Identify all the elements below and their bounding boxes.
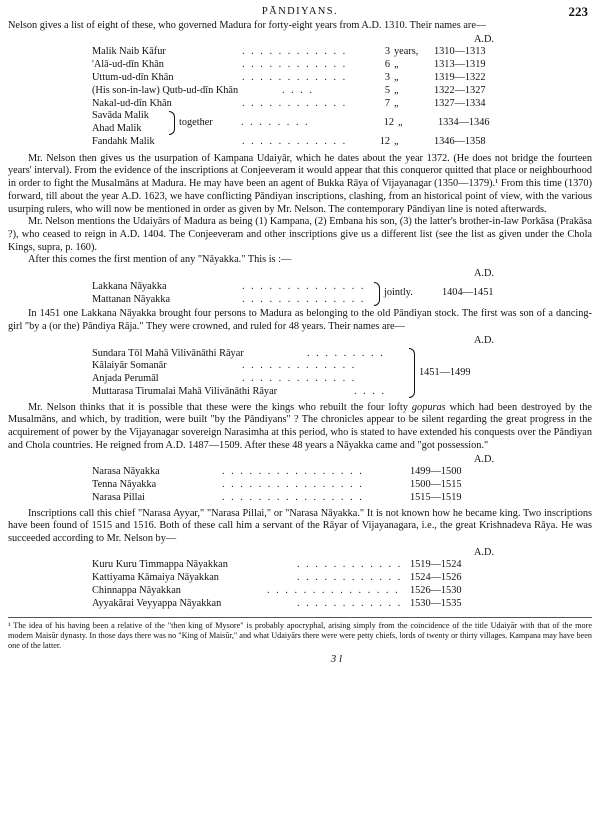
running-head <box>8 4 592 20</box>
list-item: Savāda Malik <box>92 110 149 122</box>
list-item: Tenna Nāyakka . . . . . . . . . . . . . . . . 1500—1515 <box>92 479 462 491</box>
ruler-list-4 <box>92 466 592 504</box>
list-item: Anjada Perumāl . . . . . . . . . . . . . <box>92 373 357 385</box>
brace <box>409 348 415 398</box>
ad-heading-4: A.D. <box>473 453 494 465</box>
list-item: Muttarasa Tirumalai Mahā Vilivānāthi Rāyar . . . . <box>92 385 387 397</box>
list-item: Kattiyama Kāmaiya Nāyakkan . . . . . . . . . . . . 1524—1526 <box>92 572 462 584</box>
ad-heading-1: A.D. <box>473 33 494 45</box>
jointly-label: jointly. <box>384 287 413 299</box>
ad-heading-3: A.D. <box>473 334 494 346</box>
list-item: Nakal-ud-dīn Khān . . . . . . . . . . . . 7 „ 1327—1334 <box>92 97 486 109</box>
page-body <box>8 20 592 665</box>
list-item: 'Alā-ud-dīn Khān . . . . . . . . . . . . 6 „ 1313—1319 <box>92 59 486 71</box>
footnote-rule <box>8 617 592 618</box>
together-label: together <box>179 116 213 128</box>
list-item: Malik Naib Kāfur . . . . . . . . . . . . 3 years, 1310—1313 <box>92 46 486 58</box>
list-item: (His son-in-law) Qutb-ud-dīn Khān . . . . 5 „ 1322—1327 <box>92 84 486 96</box>
page-number: 223 <box>568 4 588 19</box>
list-item: Ahad Malik <box>92 123 142 135</box>
joint-rulers-four-pandiyans: Sundara Tōl Mahā Vilivānāthi Rāyar . . . . . . . . . Kālaiyār Somanār . . . . . . . . . . . . . Anjada Perumāl . . . . . . . . . . . . . Muttarasa Tirumalai Mahā Vilivānāthi Rāyar . . . . 1451—1499 <box>92 347 471 397</box>
footnote: ¹ The idea of his having been a relative of the "then king of Mysore" is probably apocryphal, arising simply from the coincidence of the title Udaiyār with that of the more modern Maisūr dynasty. In those days there was no "King of Maisūr," and what Udaiyārs there were were petty chiefs, lords of twenty or thirty villages. Kampana may have been one of the latter. <box>8 620 592 650</box>
signature-mark: 3 l <box>330 652 342 665</box>
paragraph-kampana: Mr. Nelson then gives us the usurpation of Kampana Udaiyār, which he dates about the year 1372. (He does not bridge the fourteen years' interval). From the evidence of the inscriptions at Conjeeveram it would appear that this conqueror quitted that place or neighbourhood in order to fight the Musalmāns at Madura. He may have been an agent of Bukka Rāya of Vijayanagar (1350—1379).¹ From this time (1370) forward, till about the year A.D. 1623, we have conflicting Pāndiyan inscriptions, clashing, from an historical point of view, with the various usurping rulers, who will now be mentioned in order as given by Mr. Nelson. The contemporary Pāndiyan line is noted afterwards. <box>8 152 592 215</box>
joint-rulers-lakkana-mattanan: Lakkana Nāyakka . . . . . . . . . . . . . . Mattanan Nāyakka . . . . . . . . . . . . . . jointly. 1404—1451 <box>92 280 494 305</box>
joint-rulers-savada-ahad: Savāda Malik Ahad Malik together . . . . . . . . 12 „ 1334—1346 <box>92 110 490 135</box>
paragraph-udaiyars: Mr. Nelson mentions the Udaiyārs of Madura as being (1) Kampana, (2) Embana his son, (3) the latter's brother-in-law Porkāsa (Prakāsa ?), who ceased to reign in A.D. 1404. The Conjeeveram and other inscriptions give us a different list (see the list as given under the Chola Kings, supra, p. 160). <box>8 216 592 253</box>
ad-heading-2: A.D. <box>473 268 494 280</box>
ruler-list-3 <box>92 348 592 399</box>
list-item: Chinnappa Nāyakkan . . . . . . . . . . . . . . . 1526—1530 <box>92 585 462 597</box>
running-title: PĀNDIYANS. <box>261 6 339 17</box>
paragraph-gopuras: Mr. Nelson thinks that it is possible that these were the kings who rebuilt the four lofty gopuras which had been destroyed by the Musalmāns, and which, by tradition, were built "by the Pāndiyans" ? The chronicles appear to be silent regarding the great progress in the acquirement of power by the Vijayanagar sovereign Narasimha at this period, who is stated to have extended his conquests over the Pāndiyan and Chola countries. He reigned from A.D. 1487—1509. After these 48 years a Nāyakka came and "got possession." <box>8 401 592 451</box>
list-item: Sundara Tōl Mahā Vilivānāthi Rāyar . . . . . . . . . <box>92 347 385 359</box>
list-item: Ayyakārai Veyyappa Nāyakkan . . . . . . . . . . . . 1530—1535 <box>92 597 462 609</box>
brace <box>374 282 380 306</box>
list-item: Mattanan Nāyakka . . . . . . . . . . . . . . <box>92 293 366 305</box>
list-item: Narasa Nāyakka . . . . . . . . . . . . . . . . 1499—1500 <box>92 466 462 478</box>
ruler-list-1 <box>92 46 592 148</box>
intro-paragraph: Nelson gives a list of eight of these, who governed Madura for forty-eight years from A.D. 1310. Their names are— <box>8 20 487 31</box>
list-item: Lakkana Nāyakka . . . . . . . . . . . . . . <box>92 280 366 292</box>
list-item: Kuru Kuru Timmappa Nāyakkan . . . . . . . . . . . . 1519—1524 <box>92 559 462 571</box>
list-item: Fandahk Malik . . . . . . . . . . . . 12 „ 1346—1358 <box>92 135 486 147</box>
paragraph-first-nayakka: After this comes the first mention of any "Nāyakka." This is :— <box>28 254 292 266</box>
paragraph-narasa: Inscriptions call this chief "Narasa Ayyar," "Narasa Pillai," or "Narasa Nāyakka." It is not known how he became king. Two inscriptions have been found of 1515 and 1516. Both of these call him a servant of the Rāyar of Vijayanagara, i.e., the great Krishnadeva Rāya. He was succeeded according to Mr. Nelson by— <box>8 507 592 545</box>
list-item: Uttum-ud-dīn Khān . . . . . . . . . . . . 3 „ 1319—1322 <box>92 72 486 83</box>
brace <box>169 111 175 135</box>
list-item: Narasa Pillai . . . . . . . . . . . . . . . . 1515—1519 <box>92 491 462 503</box>
ruler-list-5 <box>92 559 592 610</box>
list-item: Kālaiyār Somanār . . . . . . . . . . . . . <box>92 360 357 372</box>
ad-heading-5: A.D. <box>473 546 494 558</box>
paragraph-lakkana: In 1451 one Lakkana Nāyakka brought four persons to Madura as belonging to the old Pāndiyan stock. The first was son of a dancing-girl "by a (or the) Pāndiya Rāja." They were crowned, and ruled for 48 years. Their names are— <box>8 308 592 333</box>
ruler-list-2 <box>92 281 592 307</box>
